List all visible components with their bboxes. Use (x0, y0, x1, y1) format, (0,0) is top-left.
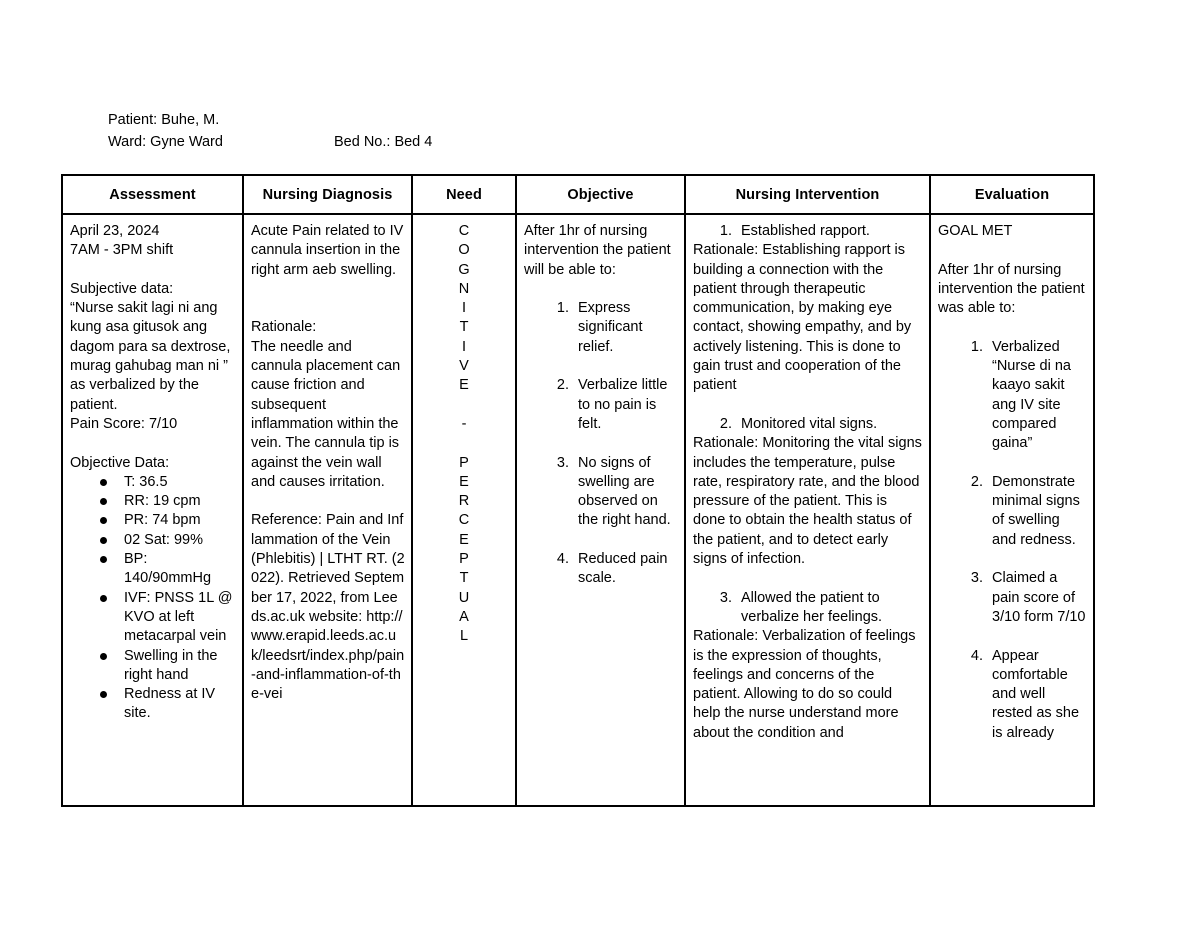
diagnosis-rationale-label: Rationale: (251, 319, 317, 336)
item-text: Verbalize little to no pain is felt. (578, 377, 668, 432)
diagnosis-reference: Reference: Pain and Inflammation of the Vein (Phlebitis) | LTHT RT. (2022). Retrieved September 17, 2022, from Leeds.ac.uk website: http://www.erapid.leeds.ac.uk/leedsrt/index.php/pain-and-inflammation-of-the-vei (251, 512, 405, 703)
nursing-care-plan-table (61, 174, 1095, 807)
item-text: Appear comfortable and well rested as she is already (992, 647, 1080, 741)
item-number: 2. (556, 377, 569, 394)
need-cell (412, 214, 516, 806)
need-letter: A (459, 608, 469, 625)
list-item (524, 299, 678, 357)
need-letter: V (459, 358, 469, 375)
item-text: Reduced pain scale. (578, 551, 668, 587)
table-row (62, 214, 1094, 806)
subjective-label: Subjective data: (70, 280, 174, 297)
intervention-rationale: Rationale: Monitoring the vital signs includes the temperature, pulse rate, respiratory rate, and the blood pressure of the patient. This is done to obtain the health status of the patient, and to detect early signs of infection. (693, 435, 922, 568)
list-item (938, 647, 1087, 743)
item-text: Allowed the patient to verbalize her feelings. (741, 589, 883, 625)
list-item (524, 550, 678, 589)
diagnosis-cell (243, 214, 412, 806)
need-letter: C (458, 223, 470, 239)
need-letter (413, 396, 515, 415)
header-nursing-intervention: Nursing Intervention (685, 175, 930, 214)
evaluation-status: GOAL MET (938, 223, 1013, 239)
patient-header (108, 109, 433, 153)
patient-name: Patient: Buhe, M. (108, 112, 220, 128)
diagnosis-rationale-text: The needle and cannula placement can cause friction and subsequent inflammation within the vein. The cannula tip is against the vein wall and causes irritation. (251, 338, 401, 490)
list-item (938, 473, 1087, 550)
objective-intro: After 1hr of nursing intervention the patient will be able to: (524, 223, 671, 278)
need-letter: L (459, 628, 469, 645)
need-letter: N (458, 280, 470, 297)
need-letter: I (461, 338, 467, 355)
need-letter: U (458, 589, 470, 606)
list-item: 02 Sat: 99% (70, 531, 236, 550)
need-letter: - (461, 415, 467, 432)
list-item: PR: 74 bpm (70, 511, 236, 530)
header-need: Need (412, 175, 516, 214)
need-letter: T (459, 570, 469, 587)
item-text: Demonstrate minimal signs of swelling and redness. (992, 473, 1080, 548)
item-text: Monitored vital signs. (741, 415, 878, 432)
intervention-title (693, 589, 923, 628)
intervention-cell (685, 214, 930, 806)
item-number: 2. (719, 415, 732, 432)
table-header-row (62, 175, 1094, 214)
item-text: Established rapport. (741, 223, 870, 239)
need-letter (413, 434, 515, 453)
evaluation-intro: After 1hr of nursing intervention the patient was able to: (938, 261, 1085, 317)
header-assessment: Assessment (62, 175, 243, 214)
need-letter: R (458, 493, 470, 510)
list-item: Swelling in the right hand (70, 647, 236, 686)
pain-score: Pain Score: 7/10 (70, 415, 178, 432)
list-item: Redness at IV site. (70, 685, 236, 724)
header-nursing-diagnosis: Nursing Diagnosis (243, 175, 412, 214)
objective-data-list (70, 473, 236, 724)
assessment-shift: 7AM - 3PM shift (70, 242, 174, 259)
item-number: 2. (970, 473, 983, 490)
need-letter: P (459, 454, 469, 471)
intervention-title (693, 415, 923, 434)
assessment-date: April 23, 2024 (70, 223, 160, 239)
item-number: 4. (556, 551, 569, 568)
list-item (524, 376, 678, 434)
intervention-rationale: Rationale: Establishing rapport is building a connection with the patient through therapeutic communication, by making eye contact, showing empathy, and by actively listening. This is done to gain trust and cooperation of the patient (693, 242, 912, 394)
assessment-cell (62, 214, 243, 806)
need-letter: I (461, 300, 467, 317)
intervention-title (693, 222, 923, 241)
list-item (524, 454, 678, 531)
item-number: 3. (719, 589, 732, 606)
item-number: 3. (970, 570, 983, 587)
item-number: 1. (556, 300, 569, 317)
need-letter: G (458, 261, 470, 278)
need-letter: O (458, 242, 470, 259)
item-text: Verbalized “Nurse di na kaayo sakit ang IV site compared gaina” (992, 338, 1071, 452)
need-letter: E (459, 473, 469, 490)
item-text: No signs of swelling are observed on the right hand. (578, 454, 671, 529)
intervention-rationale: Rationale: Verbalization of feelings is the expression of thoughts, feelings and concerns of the patient. Allowing to do so could help the nurse understand more about the condition and (693, 628, 916, 741)
bed-number: Bed No.: Bed 4 (334, 134, 433, 150)
need-letter: C (458, 512, 470, 529)
need-letter: P (459, 551, 469, 568)
header-evaluation: Evaluation (930, 175, 1094, 214)
item-number: 4. (970, 647, 983, 664)
list-item: RR: 19 cpm (70, 492, 236, 511)
item-number: 1. (970, 338, 983, 355)
list-item: BP: 140/90mmHg (70, 550, 236, 589)
need-letter: E (459, 377, 469, 394)
subjective-text: “Nurse sakit lagi ni ang kung asa gitusok ang dagom para sa dextrose, murag gahubag man ni ” as verbalized by the patient. (70, 300, 231, 413)
header-objective: Objective (516, 175, 685, 214)
item-text: Claimed a pain score of 3/10 form 7/10 (992, 570, 1086, 625)
list-item (938, 569, 1087, 627)
objective-cell (516, 214, 685, 806)
need-letter: E (459, 531, 469, 548)
need-letter: T (459, 319, 469, 336)
item-number: 1. (719, 223, 732, 239)
list-item: T: 36.5 (70, 473, 236, 492)
list-item: IVF: PNSS 1L @ KVO at left metacarpal vein (70, 589, 236, 647)
list-item (938, 338, 1087, 454)
objective-data-label: Objective Data: (70, 454, 170, 471)
evaluation-cell (930, 214, 1094, 806)
diagnosis-statement: Acute Pain related to IV cannula insertion in the right arm aeb swelling. (251, 223, 404, 278)
ward-label: Ward: Gyne Ward (108, 134, 223, 150)
item-text: Express significant relief. (578, 300, 643, 355)
item-number: 3. (556, 454, 569, 471)
